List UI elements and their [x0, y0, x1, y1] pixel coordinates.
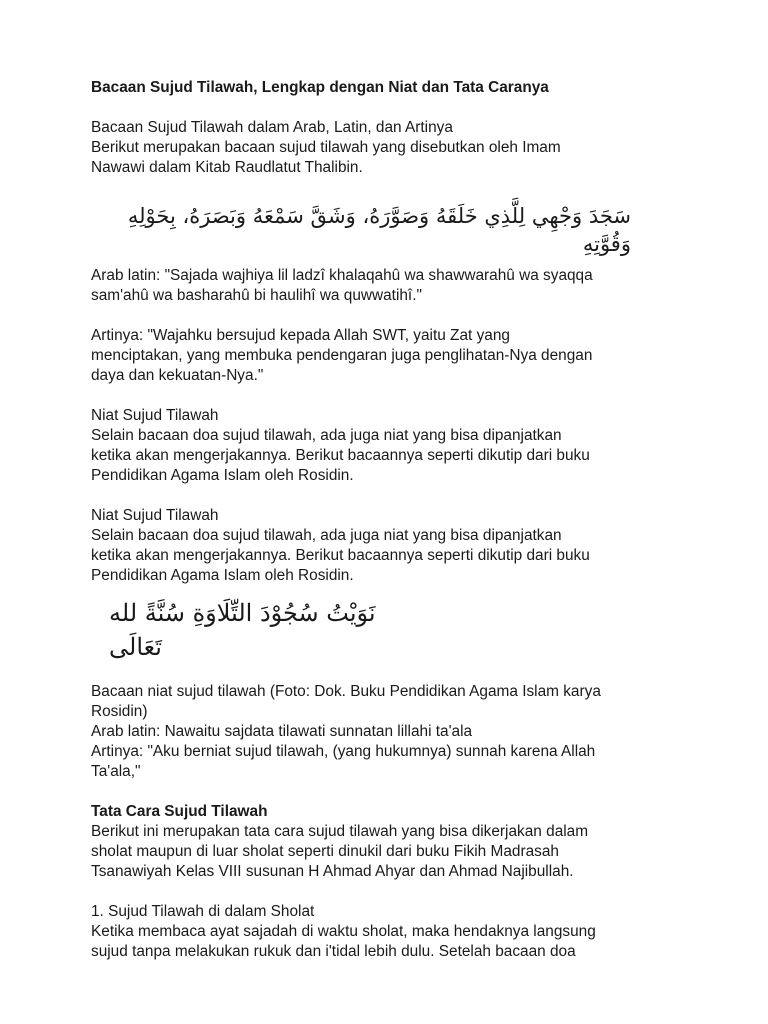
arabic-prayer-text: سَجَدَ وَجْهِي لِلَّذِي خَلَقَهُ وَصَوَّرَهُ، وَشَقَّ سَمْعَهُ وَبَصَرَهُ، بِحَوْلِهِ وَقُوَّتِهِ: [127, 204, 631, 256]
section-heading: Bacaan Sujud Tilawah dalam Arab, Latin, dan Artinya: [91, 119, 453, 136]
image-caption-line: Rosidin): [91, 703, 148, 720]
section-heading-bold: Tata Cara Sujud Tilawah: [91, 803, 268, 820]
paragraph-line: Selain bacaan doa sujud tilawah, ada juga niat yang bisa dipanjatkan: [91, 527, 562, 544]
paragraph-line: sujud tanpa melakukan rukuk dan i'tidal lebih dulu. Setelah bacaan doa: [91, 943, 576, 960]
arabic-niat-image-text: نَوَيْتُ سُجُوْدَ التِّلَاوَةِ سُنَّةً لله تَعَالَى: [109, 599, 376, 661]
meaning-line: Ta'ala,": [91, 763, 141, 780]
document-page: [91, 78, 691, 962]
paragraph-line: Nawawi dalam Kitab Raudlatut Thalibin.: [91, 159, 363, 176]
spacer: [91, 486, 691, 506]
section-heading: 1. Sujud Tilawah di dalam Sholat: [91, 903, 315, 920]
paragraph-line: ketika akan mengerjakannya. Berikut bacaannya seperti dikutip dari buku: [91, 447, 590, 464]
latin-transliteration-line: sam'ahû wa basharahû bi haulihî wa quwwatihî.": [91, 287, 422, 304]
section-heading: Niat Sujud Tilawah: [91, 507, 219, 524]
spacer: [91, 782, 691, 802]
meaning-line: menciptakan, yang membuka pendengaran juga penglihatan-Nya dengan: [91, 347, 593, 364]
meaning-line: daya dan kekuatan-Nya.": [91, 367, 264, 384]
meaning-line: Artinya: "Wajahku bersujud kepada Allah SWT, yaitu Zat yang: [91, 327, 510, 344]
meaning-line: Artinya: "Aku berniat sujud tilawah, (yang hukumnya) sunnah karena Allah: [91, 743, 596, 760]
paragraph-line: sholat maupun di luar sholat seperti dinukil dari buku Fikih Madrasah: [91, 843, 559, 860]
spacer: [91, 306, 691, 326]
image-caption-line: Bacaan niat sujud tilawah (Foto: Dok. Buku Pendidikan Agama Islam karya: [91, 683, 601, 700]
spacer: [91, 386, 691, 406]
paragraph-line: Berikut merupakan bacaan sujud tilawah yang disebutkan oleh Imam: [91, 139, 561, 156]
paragraph-line: Selain bacaan doa sujud tilawah, ada juga niat yang bisa dipanjatkan: [91, 427, 562, 444]
paragraph-line: Pendidikan Agama Islam oleh Rosidin.: [91, 567, 354, 584]
paragraph-line: ketika akan mengerjakannya. Berikut bacaannya seperti dikutip dari buku: [91, 547, 590, 564]
paragraph-line: Pendidikan Agama Islam oleh Rosidin.: [91, 467, 354, 484]
section-heading: Niat Sujud Tilawah: [91, 407, 219, 424]
paragraph-line: Tsanawiyah Kelas VIII susunan H Ahmad Ahyar dan Ahmad Najibullah.: [91, 863, 574, 880]
paragraph-line: Ketika membaca ayat sajadah di waktu sholat, maka hendaknya langsung: [91, 923, 596, 940]
document-title: Bacaan Sujud Tilawah, Lengkap dengan Niat dan Tata Caranya: [91, 79, 549, 96]
spacer: [91, 98, 691, 118]
spacer: [91, 882, 691, 902]
latin-transliteration-line: Arab latin: Nawaitu sajdata tilawati sunnatan lillahi ta'ala: [91, 723, 473, 740]
latin-transliteration-line: Arab latin: "Sajada wajhiya lil ladzî khalaqahû wa shawwarahû wa syaqqa: [91, 267, 593, 284]
paragraph-line: Berikut ini merupakan tata cara sujud tilawah yang bisa dikerjakan dalam: [91, 823, 589, 840]
